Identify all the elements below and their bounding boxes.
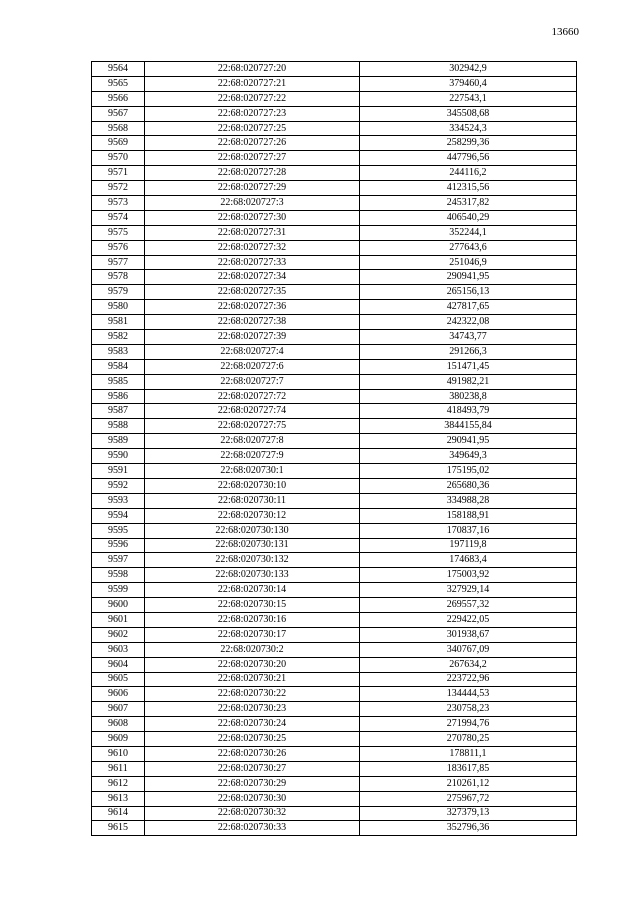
value-cell: 269557,32 [360, 598, 577, 613]
cadastral-number-cell: 22:68:020727:29 [145, 181, 360, 196]
value-cell: 3844155,84 [360, 419, 577, 434]
table-row [92, 568, 577, 583]
table-row [92, 181, 577, 196]
value-cell: 447796,56 [360, 151, 577, 166]
table-row [92, 404, 577, 419]
cadastral-number-cell: 22:68:020727:28 [145, 166, 360, 181]
row-number-cell: 9573 [92, 196, 145, 211]
cadastral-number-cell: 22:68:020727:9 [145, 449, 360, 464]
value-cell: 223722,96 [360, 672, 577, 687]
cadastral-number-cell: 22:68:020727:33 [145, 255, 360, 270]
table-row [92, 270, 577, 285]
table-row [92, 315, 577, 330]
row-number-cell: 9595 [92, 523, 145, 538]
table-row [92, 821, 577, 836]
table-row [92, 464, 577, 479]
table-row [92, 612, 577, 627]
table-row [92, 255, 577, 270]
cadastral-number-cell: 22:68:020727:31 [145, 225, 360, 240]
value-cell: 491982,21 [360, 374, 577, 389]
row-number-cell: 9569 [92, 136, 145, 151]
table-row [92, 136, 577, 151]
cadastral-number-cell: 22:68:020730:24 [145, 717, 360, 732]
row-number-cell: 9608 [92, 717, 145, 732]
cadastral-number-cell: 22:68:020730:132 [145, 553, 360, 568]
cadastral-number-cell: 22:68:020730:14 [145, 583, 360, 598]
row-number-cell: 9594 [92, 508, 145, 523]
value-cell: 178811,1 [360, 746, 577, 761]
table-row [92, 449, 577, 464]
value-cell: 245317,82 [360, 196, 577, 211]
row-number-cell: 9614 [92, 806, 145, 821]
cadastral-number-cell: 22:68:020730:130 [145, 523, 360, 538]
cadastral-number-cell: 22:68:020730:29 [145, 776, 360, 791]
table-row [92, 240, 577, 255]
cadastral-number-cell: 22:68:020727:75 [145, 419, 360, 434]
value-cell: 406540,29 [360, 210, 577, 225]
table-row [92, 553, 577, 568]
row-number-cell: 9611 [92, 761, 145, 776]
value-cell: 290941,95 [360, 270, 577, 285]
row-number-cell: 9602 [92, 627, 145, 642]
row-number-cell: 9605 [92, 672, 145, 687]
value-cell: 210261,12 [360, 776, 577, 791]
value-cell: 302942,9 [360, 62, 577, 77]
row-number-cell: 9577 [92, 255, 145, 270]
row-number-cell: 9565 [92, 76, 145, 91]
cadastral-number-cell: 22:68:020730:32 [145, 806, 360, 821]
row-number-cell: 9575 [92, 225, 145, 240]
table-row [92, 344, 577, 359]
value-cell: 251046,9 [360, 255, 577, 270]
cadastral-number-cell: 22:68:020727:36 [145, 300, 360, 315]
value-cell: 334524,3 [360, 121, 577, 136]
table-row [92, 598, 577, 613]
row-number-cell: 9609 [92, 732, 145, 747]
value-cell: 327379,13 [360, 806, 577, 821]
value-cell: 290941,95 [360, 434, 577, 449]
table-row [92, 806, 577, 821]
row-number-cell: 9579 [92, 285, 145, 300]
row-number-cell: 9610 [92, 746, 145, 761]
value-cell: 352796,36 [360, 821, 577, 836]
cadastral-number-cell: 22:68:020727:34 [145, 270, 360, 285]
table-row [92, 657, 577, 672]
row-number-cell: 9583 [92, 344, 145, 359]
table-row [92, 62, 577, 77]
row-number-cell: 9598 [92, 568, 145, 583]
value-cell: 427817,65 [360, 300, 577, 315]
row-number-cell: 9592 [92, 478, 145, 493]
row-number-cell: 9596 [92, 538, 145, 553]
cadastral-number-cell: 22:68:020730:1 [145, 464, 360, 479]
value-cell: 275967,72 [360, 791, 577, 806]
cadastral-number-cell: 22:68:020727:32 [145, 240, 360, 255]
cadastral-number-cell: 22:68:020727:38 [145, 315, 360, 330]
cadastral-number-cell: 22:68:020727:23 [145, 106, 360, 121]
table-row [92, 732, 577, 747]
row-number-cell: 9585 [92, 374, 145, 389]
cadastral-number-cell: 22:68:020727:26 [145, 136, 360, 151]
page-number: 13660 [551, 26, 579, 38]
value-cell: 265680,36 [360, 478, 577, 493]
table-row [92, 523, 577, 538]
table-row [92, 702, 577, 717]
row-number-cell: 9570 [92, 151, 145, 166]
table-row [92, 687, 577, 702]
value-cell: 412315,56 [360, 181, 577, 196]
cadastral-number-cell: 22:68:020727:39 [145, 330, 360, 345]
value-cell: 227543,1 [360, 91, 577, 106]
value-cell: 230758,23 [360, 702, 577, 717]
cadastral-number-cell: 22:68:020730:27 [145, 761, 360, 776]
table-row [92, 359, 577, 374]
row-number-cell: 9582 [92, 330, 145, 345]
cadastral-number-cell: 22:68:020727:27 [145, 151, 360, 166]
cadastral-number-cell: 22:68:020730:25 [145, 732, 360, 747]
row-number-cell: 9584 [92, 359, 145, 374]
row-number-cell: 9564 [92, 62, 145, 77]
table-row [92, 91, 577, 106]
table-row [92, 746, 577, 761]
row-number-cell: 9568 [92, 121, 145, 136]
value-cell: 265156,13 [360, 285, 577, 300]
value-cell: 183617,85 [360, 761, 577, 776]
row-number-cell: 9613 [92, 791, 145, 806]
table-row [92, 374, 577, 389]
cadastral-number-cell: 22:68:020730:20 [145, 657, 360, 672]
row-number-cell: 9572 [92, 181, 145, 196]
cadastral-number-cell: 22:68:020727:72 [145, 389, 360, 404]
value-cell: 158188,91 [360, 508, 577, 523]
row-number-cell: 9571 [92, 166, 145, 181]
value-cell: 270780,25 [360, 732, 577, 747]
cadastral-number-cell: 22:68:020730:22 [145, 687, 360, 702]
cadastral-number-cell: 22:68:020727:8 [145, 434, 360, 449]
cadastral-number-cell: 22:68:020730:30 [145, 791, 360, 806]
cadastral-number-cell: 22:68:020727:3 [145, 196, 360, 211]
table-row [92, 434, 577, 449]
value-cell: 174683,4 [360, 553, 577, 568]
value-cell: 277643,6 [360, 240, 577, 255]
table-row [92, 389, 577, 404]
row-number-cell: 9578 [92, 270, 145, 285]
table-row [92, 330, 577, 345]
table-row [92, 493, 577, 508]
table-row [92, 538, 577, 553]
table-row [92, 76, 577, 91]
table-row [92, 776, 577, 791]
cadastral-number-cell: 22:68:020727:35 [145, 285, 360, 300]
value-cell: 271994,76 [360, 717, 577, 732]
table-row [92, 419, 577, 434]
cadastral-number-cell: 22:68:020730:12 [145, 508, 360, 523]
value-cell: 170837,16 [360, 523, 577, 538]
table-row [92, 151, 577, 166]
table-row [92, 672, 577, 687]
row-number-cell: 9581 [92, 315, 145, 330]
value-cell: 267634,2 [360, 657, 577, 672]
row-number-cell: 9566 [92, 91, 145, 106]
value-cell: 380238,8 [360, 389, 577, 404]
cadastral-number-cell: 22:68:020730:21 [145, 672, 360, 687]
row-number-cell: 9591 [92, 464, 145, 479]
row-number-cell: 9597 [92, 553, 145, 568]
row-number-cell: 9604 [92, 657, 145, 672]
row-number-cell: 9603 [92, 642, 145, 657]
table-row [92, 717, 577, 732]
table-row [92, 627, 577, 642]
value-cell: 34743,77 [360, 330, 577, 345]
table-row [92, 508, 577, 523]
value-cell: 229422,05 [360, 612, 577, 627]
row-number-cell: 9590 [92, 449, 145, 464]
value-cell: 379460,4 [360, 76, 577, 91]
row-number-cell: 9586 [92, 389, 145, 404]
table-row [92, 478, 577, 493]
cadastral-number-cell: 22:68:020727:74 [145, 404, 360, 419]
table-row [92, 210, 577, 225]
row-number-cell: 9589 [92, 434, 145, 449]
value-cell: 340767,09 [360, 642, 577, 657]
value-cell: 418493,79 [360, 404, 577, 419]
value-cell: 175003,92 [360, 568, 577, 583]
cadastral-number-cell: 22:68:020727:7 [145, 374, 360, 389]
cadastral-number-cell: 22:68:020730:10 [145, 478, 360, 493]
cadastral-number-cell: 22:68:020730:16 [145, 612, 360, 627]
cadastral-number-cell: 22:68:020730:2 [145, 642, 360, 657]
row-number-cell: 9580 [92, 300, 145, 315]
row-number-cell: 9574 [92, 210, 145, 225]
cadastral-number-cell: 22:68:020730:15 [145, 598, 360, 613]
row-number-cell: 9587 [92, 404, 145, 419]
row-number-cell: 9612 [92, 776, 145, 791]
row-number-cell: 9606 [92, 687, 145, 702]
cadastral-number-cell: 22:68:020730:11 [145, 493, 360, 508]
table-row [92, 300, 577, 315]
cadastral-number-cell: 22:68:020727:20 [145, 62, 360, 77]
table-row [92, 583, 577, 598]
value-cell: 151471,45 [360, 359, 577, 374]
table-row [92, 225, 577, 240]
value-cell: 244116,2 [360, 166, 577, 181]
table-row [92, 761, 577, 776]
table-row [92, 196, 577, 211]
row-number-cell: 9601 [92, 612, 145, 627]
cadastral-number-cell: 22:68:020727:6 [145, 359, 360, 374]
row-number-cell: 9567 [92, 106, 145, 121]
table-row [92, 285, 577, 300]
cadastral-number-cell: 22:68:020730:131 [145, 538, 360, 553]
row-number-cell: 9607 [92, 702, 145, 717]
value-cell: 242322,08 [360, 315, 577, 330]
table-row [92, 642, 577, 657]
value-cell: 197119,8 [360, 538, 577, 553]
value-cell: 134444,53 [360, 687, 577, 702]
value-cell: 175195,02 [360, 464, 577, 479]
row-number-cell: 9599 [92, 583, 145, 598]
cadastral-value-table [91, 61, 577, 836]
table-body [92, 62, 577, 836]
cadastral-number-cell: 22:68:020730:33 [145, 821, 360, 836]
cadastral-number-cell: 22:68:020727:30 [145, 210, 360, 225]
row-number-cell: 9615 [92, 821, 145, 836]
value-cell: 301938,67 [360, 627, 577, 642]
value-cell: 258299,36 [360, 136, 577, 151]
cadastral-number-cell: 22:68:020727:22 [145, 91, 360, 106]
cadastral-number-cell: 22:68:020730:23 [145, 702, 360, 717]
row-number-cell: 9588 [92, 419, 145, 434]
row-number-cell: 9600 [92, 598, 145, 613]
value-cell: 349649,3 [360, 449, 577, 464]
cadastral-number-cell: 22:68:020727:21 [145, 76, 360, 91]
row-number-cell: 9593 [92, 493, 145, 508]
value-cell: 327929,14 [360, 583, 577, 598]
table-row [92, 121, 577, 136]
cadastral-number-cell: 22:68:020730:26 [145, 746, 360, 761]
value-cell: 334988,28 [360, 493, 577, 508]
table-row [92, 106, 577, 121]
row-number-cell: 9576 [92, 240, 145, 255]
table-row [92, 791, 577, 806]
value-cell: 345508,68 [360, 106, 577, 121]
cadastral-number-cell: 22:68:020727:25 [145, 121, 360, 136]
value-cell: 352244,1 [360, 225, 577, 240]
cadastral-number-cell: 22:68:020730:133 [145, 568, 360, 583]
cadastral-number-cell: 22:68:020727:4 [145, 344, 360, 359]
cadastral-number-cell: 22:68:020730:17 [145, 627, 360, 642]
value-cell: 291266,3 [360, 344, 577, 359]
table-row [92, 166, 577, 181]
